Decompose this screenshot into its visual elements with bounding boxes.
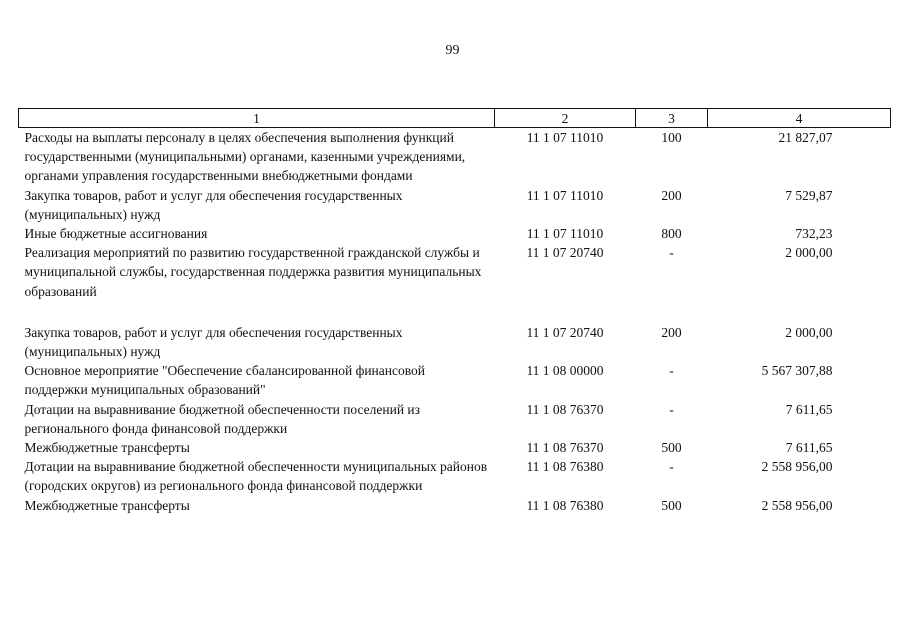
row-name: Дотации на выравнивание бюджетной обеспеченности муниципальных районов (городских округов) из регионального фонда финансовой поддержки [24, 459, 488, 494]
header-col-2: 2 [495, 109, 636, 128]
row-expense-type: 500 [661, 497, 682, 513]
row-code: 11 1 08 76370 [526, 440, 604, 456]
row-name: Межбюджетные трансферты [24, 497, 190, 513]
row-expense-type: 500 [661, 440, 682, 456]
table-row [19, 457, 891, 495]
row-amount: 2 000,00 [785, 324, 833, 340]
header-col-1: 1 [19, 109, 495, 128]
row-code: 11 1 08 76370 [526, 401, 604, 417]
row-expense-type: - [669, 459, 674, 475]
row-name: Иные бюджетные ассигнования [24, 226, 208, 242]
row-amount: 7 611,65 [785, 440, 833, 456]
row-amount: 5 567 307,88 [761, 363, 833, 379]
row-code: 11 1 08 00000 [526, 363, 604, 379]
row-amount: 732,23 [795, 226, 833, 242]
row-expense-type: 100 [661, 130, 682, 145]
row-name: Дотации на выравнивание бюджетной обеспеченности поселений из регионального фонда финансовой поддержки [24, 401, 420, 436]
row-expense-type: 800 [661, 226, 682, 242]
table-row [19, 224, 891, 243]
header-col-4: 4 [708, 109, 891, 128]
table-row [19, 361, 891, 399]
row-code: 11 1 07 11010 [526, 226, 604, 242]
budget-table [18, 108, 891, 515]
table-body [19, 128, 891, 515]
header-row [19, 109, 891, 128]
row-code: 11 1 08 76380 [526, 497, 604, 513]
row-name: Закупка товаров, работ и услуг для обеспечения государственных (муниципальных) нужд [24, 187, 403, 222]
row-expense-type: 200 [661, 324, 682, 340]
row-amount: 2 558 956,00 [761, 497, 833, 513]
table-row [19, 400, 891, 438]
row-code: 11 1 08 76380 [526, 459, 604, 475]
row-amount: 2 558 956,00 [761, 459, 833, 475]
row-expense-type: - [669, 363, 674, 379]
table-row [19, 323, 891, 361]
table-header [19, 109, 891, 128]
table-row [19, 128, 891, 186]
row-name: Расходы на выплаты персоналу в целях обеспечения выполнения функций государственными (муниципальными) органами, казенными учреждениями, органами управления государственными внебюджетными фондами [24, 130, 466, 184]
header-col-3: 3 [636, 109, 708, 128]
row-name: Реализация мероприятий по развитию государственной гражданской службы и муниципальной службы, государственная поддержка развития муниципальных образований [24, 245, 482, 299]
page-number: 99 [445, 43, 460, 58]
row-expense-type: 200 [661, 187, 682, 203]
row-code: 11 1 07 20740 [526, 245, 604, 261]
row-amount: 21 827,07 [778, 130, 833, 145]
row-name: Закупка товаров, работ и услуг для обеспечения государственных (муниципальных) нужд [24, 324, 403, 360]
row-amount: 7 529,87 [785, 187, 833, 203]
row-expense-type: - [669, 245, 674, 261]
table-row [19, 243, 891, 323]
row-code: 11 1 07 11010 [526, 130, 604, 145]
row-expense-type: - [669, 401, 674, 417]
row-name: Основное мероприятие "Обеспечение сбалансированной финансовой поддержки муниципальных образований" [24, 363, 425, 398]
table-row [19, 438, 891, 457]
table-row [19, 186, 891, 224]
row-code: 11 1 07 11010 [526, 187, 604, 203]
row-code: 11 1 07 20740 [526, 324, 604, 340]
row-amount: 2 000,00 [785, 245, 833, 261]
row-amount: 7 611,65 [785, 401, 833, 417]
table-row [19, 496, 891, 515]
row-name: Межбюджетные трансферты [24, 440, 190, 456]
